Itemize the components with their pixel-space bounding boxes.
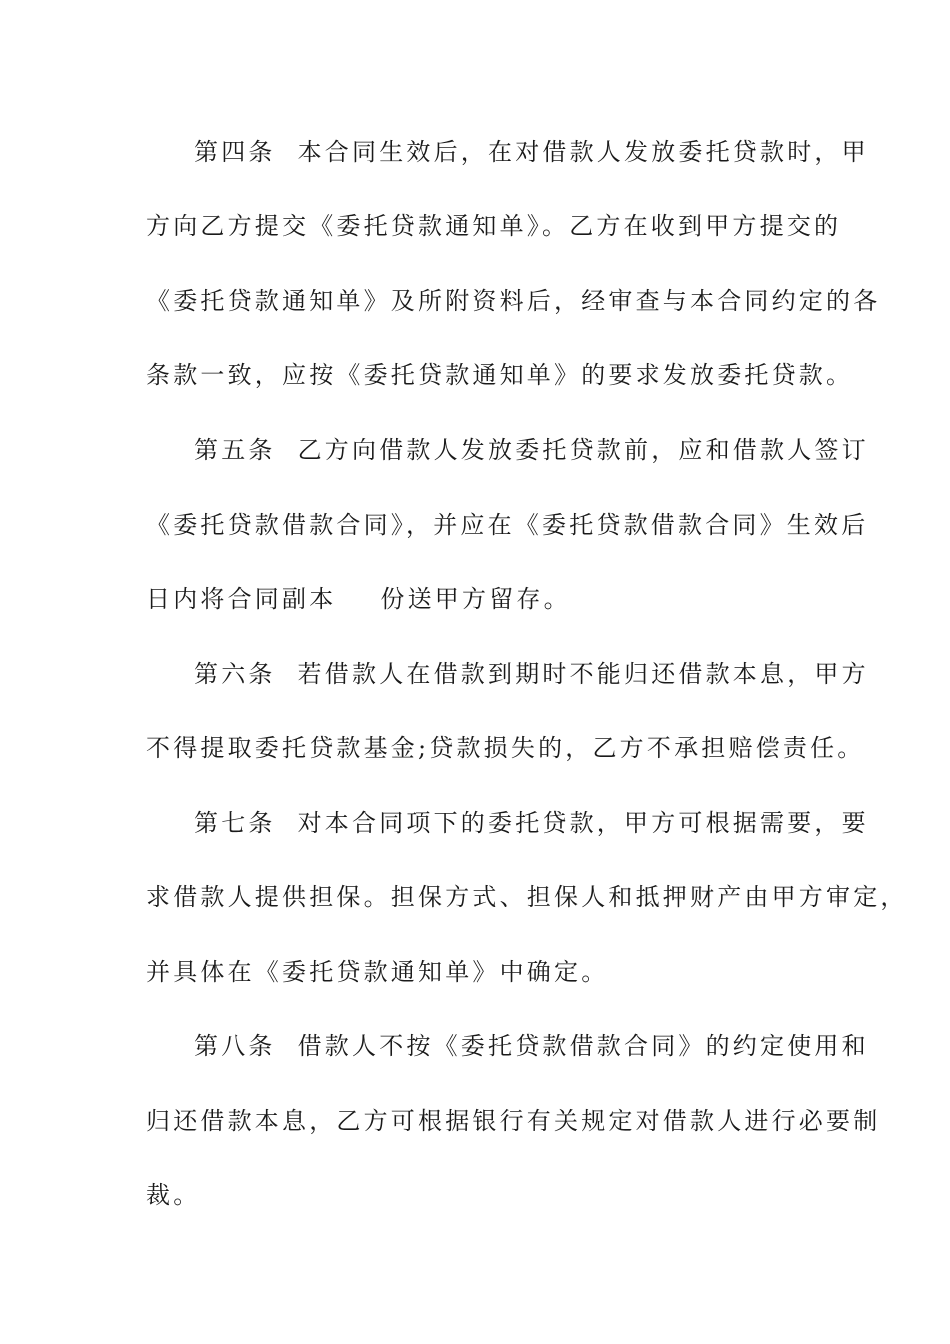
article-text: 本合同生效后，在对借款人发放委托贷款时，甲: [297, 138, 869, 166]
article-number: 第六条: [194, 660, 276, 688]
article-text: 若借款人在借款到期时不能归还借款本息，甲方: [297, 660, 869, 688]
article-text: 借款人不按《委托贷款借款合同》的约定使用和: [297, 1032, 869, 1060]
article-4-line-2: 方向乙方提交《委托贷款通知单》。乙方在收到甲方提交的: [146, 212, 842, 240]
article-8-line-3: 裁。: [146, 1181, 201, 1209]
article-number: 第七条: [194, 809, 276, 837]
article-text: 乙方向借款人发放委托贷款前，应和借款人签订: [297, 436, 869, 464]
article-7-line-1: [194, 803, 869, 843]
article-5-line-3: [146, 579, 826, 619]
article-7-line-2: 求借款人提供担保。担保方式、担保人和抵押财产由甲方审定，: [146, 883, 908, 911]
article-text: 对本合同项下的委托贷款，甲方可根据需要，要: [297, 809, 869, 837]
article-number: 第四条: [194, 138, 276, 166]
article-number: 第五条: [194, 436, 276, 464]
article-text: 日内将合同副本: [146, 585, 337, 613]
article-4-line-4: 条款一致，应按《委托贷款通知单》的要求发放委托贷款。: [146, 361, 854, 389]
article-6-line-1: [194, 654, 869, 694]
article-8-line-2: 归还借款本息，乙方可根据银行有关规定对借款人进行必要制: [146, 1107, 881, 1135]
article-6-line-2: 不得提取委托贷款基金;贷款损失的，乙方不承担赔偿责任。: [146, 734, 865, 762]
article-7-line-3: 并具体在《委托贷款通知单》中确定。: [146, 958, 609, 986]
article-text: 份送甲方留存。: [380, 585, 571, 613]
article-5-line-2: 《委托贷款借款合同》，并应在《委托贷款借款合同》生效后: [146, 511, 869, 539]
article-4-line-3: 《委托贷款通知单》及所附资料后，经审查与本合同约定的各: [146, 287, 881, 315]
article-4-line-1: [194, 132, 869, 172]
article-number: 第八条: [194, 1032, 276, 1060]
article-5-line-1: [194, 430, 869, 470]
article-8-line-1: [194, 1026, 869, 1066]
